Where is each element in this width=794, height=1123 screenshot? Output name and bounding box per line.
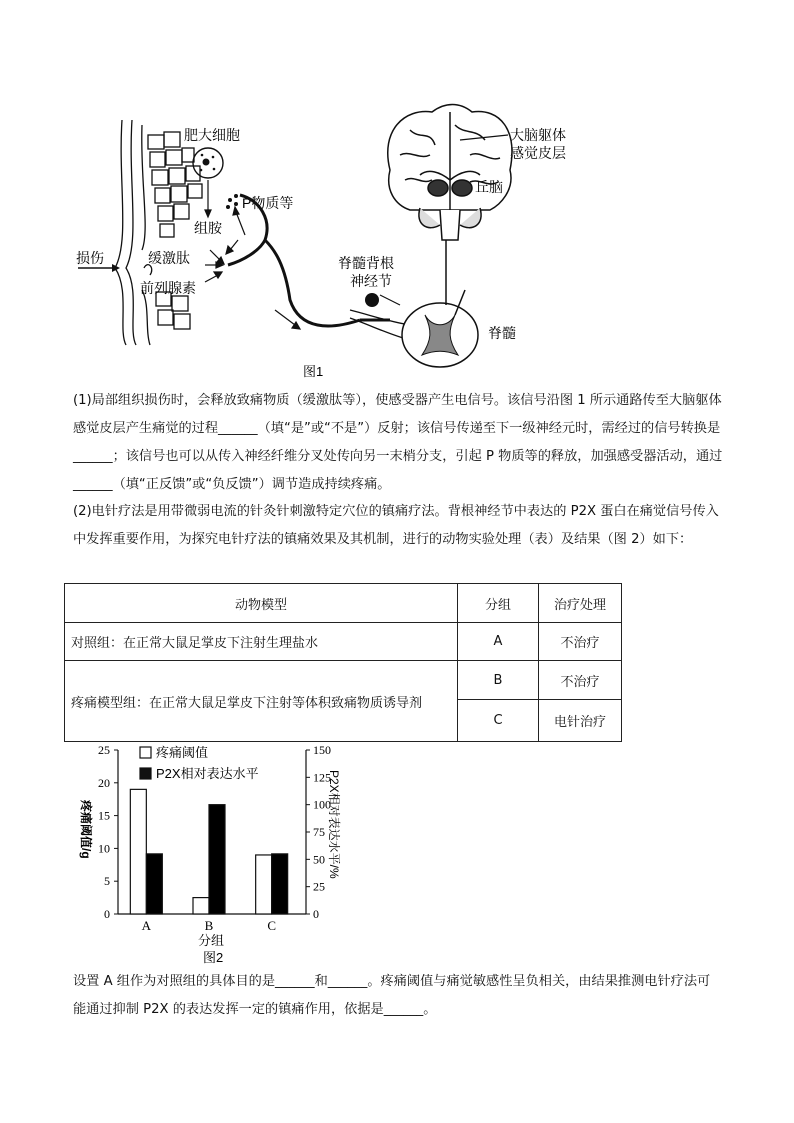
histamine-label: 组胺: [194, 220, 222, 236]
y2-tick-label: 75: [313, 825, 325, 839]
bar-threshold-B: [193, 898, 209, 914]
y-tick-label: 15: [98, 808, 110, 823]
brain-illustration: [388, 105, 512, 241]
control-model-cell: 对照组：在正常大鼠足掌皮下注射生理盐水: [65, 623, 458, 661]
p-substance-granules: [226, 194, 238, 209]
y-tick-label: 5: [104, 874, 110, 889]
table-row: [65, 661, 622, 700]
table-row: [65, 623, 622, 661]
x-tick-label: C: [267, 918, 277, 933]
x-tick-label: A: [141, 918, 152, 933]
legend-swatch-p2x: [140, 768, 151, 779]
y2-tick-label: 100: [313, 797, 331, 812]
bradykinin-label: 缓激肽: [148, 250, 190, 266]
group-b-cell: B: [458, 661, 539, 700]
y2-axis-label: P2X相对表达水平/%: [327, 770, 341, 879]
experiment-table: [64, 583, 622, 742]
bar-p2x-C: [272, 854, 288, 914]
y-tick-label: 0: [104, 907, 110, 921]
drg-label-line2: 神经节: [350, 273, 392, 289]
y-tick-label: 20: [98, 775, 110, 790]
y-axis-label: 疼痛阈值/g: [79, 800, 93, 859]
table-header-row: [65, 584, 622, 623]
cortex-label-line2: 感觉皮层: [510, 145, 566, 161]
legend-label-threshold: 疼痛阈值: [156, 745, 209, 760]
mast-cell-label: 肥大细胞: [184, 127, 240, 143]
spinal-cord-label: 脊髓: [488, 325, 516, 341]
mast-cell: [193, 148, 223, 178]
cortex-label-line1: 大脑躯体: [510, 127, 566, 143]
legend-label-p2x: P2X相对表达水平: [156, 766, 259, 781]
x-axis-label: 分组: [198, 933, 225, 948]
y2-tick-label: 25: [313, 879, 325, 894]
y2-tick-label: 150: [313, 743, 331, 757]
header-model: 动物模型: [65, 584, 458, 623]
pain-model-cell: 疼痛模型组：在正常大鼠足掌皮下注射等体积致痛物质诱导剂: [65, 661, 458, 742]
treatment-c-cell: 电针治疗: [539, 700, 622, 742]
y2-tick-label: 125: [313, 770, 331, 785]
prostaglandin-label: 前列腺素: [140, 280, 196, 296]
bar-p2x-A: [146, 854, 162, 914]
thalamus-label: 丘脑: [475, 179, 503, 195]
chart-bars: [130, 789, 287, 914]
y-tick-label: 25: [98, 743, 110, 757]
p-substance-label: P物质等: [242, 195, 294, 211]
y2-tick-label: 0: [313, 907, 319, 921]
treatment-b-cell: 不治疗: [539, 661, 622, 700]
figure2-caption: 图2: [203, 950, 224, 965]
x-tick-label: B: [204, 918, 214, 933]
skin-tissue-illustration: [115, 120, 202, 345]
group-c-cell: C: [458, 700, 539, 742]
spinal-cord-cross-section: [402, 290, 478, 367]
bar-threshold-A: [130, 789, 146, 914]
drg-label-line1: 脊髓背根: [338, 255, 394, 271]
legend-swatch-threshold: [140, 747, 151, 758]
question-2-intro: (2)电针疗法是用带微弱电流的针灸针刺激特定穴位的镇痛疗法。背根神经节中表达的 P2X 蛋白在痛觉信号传入中发挥重要作用，为探究电针疗法的镇痛效果及其机制，进行的动物实验处理（表）及结果（图 2）如下：: [73, 504, 719, 547]
y-tick-label: 10: [98, 841, 110, 856]
chart-legend: [140, 745, 259, 781]
bar-p2x-B: [209, 805, 225, 914]
dorsal-root-ganglion: [350, 293, 410, 340]
figure-2-chart: [70, 740, 370, 970]
question-2-followup: 设置 A 组作为对照组的具体目的是______和______。疼痛阈值与痛觉敏感性呈负相关，由结果推测电针疗法可能通过抑制 P2X 的表达发挥一定的镇痛作用，依据是______。: [73, 974, 711, 1017]
bar-threshold-C: [256, 855, 272, 914]
header-treatment: 治疗处理: [539, 584, 622, 623]
figure1-caption: 图1: [303, 364, 324, 379]
y2-tick-label: 50: [313, 852, 325, 867]
treatment-a-cell: 不治疗: [539, 623, 622, 661]
injury-label: 损伤: [76, 250, 104, 266]
group-a-cell: A: [458, 623, 539, 661]
question-1-text: (1)局部组织损伤时，会释放致痛物质（缓激肽等），使感受器产生电信号。该信号沿图 1 所示通路传至大脑躯体感觉皮层产生痛觉的过程______（填“是”或“不是”）反射；该信号传递至下一级神经元时，需经过的信号转换是______；该信号也可以从传入神经纤维分叉处传向另一末梢分支，引起 P 物质等的释放，加强感受器活动，通过______（填“正反馈”或“负反馈”）调节造成持续疼痛。: [73, 393, 723, 492]
header-group: 分组: [458, 584, 539, 623]
figure-1: [60, 100, 566, 385]
